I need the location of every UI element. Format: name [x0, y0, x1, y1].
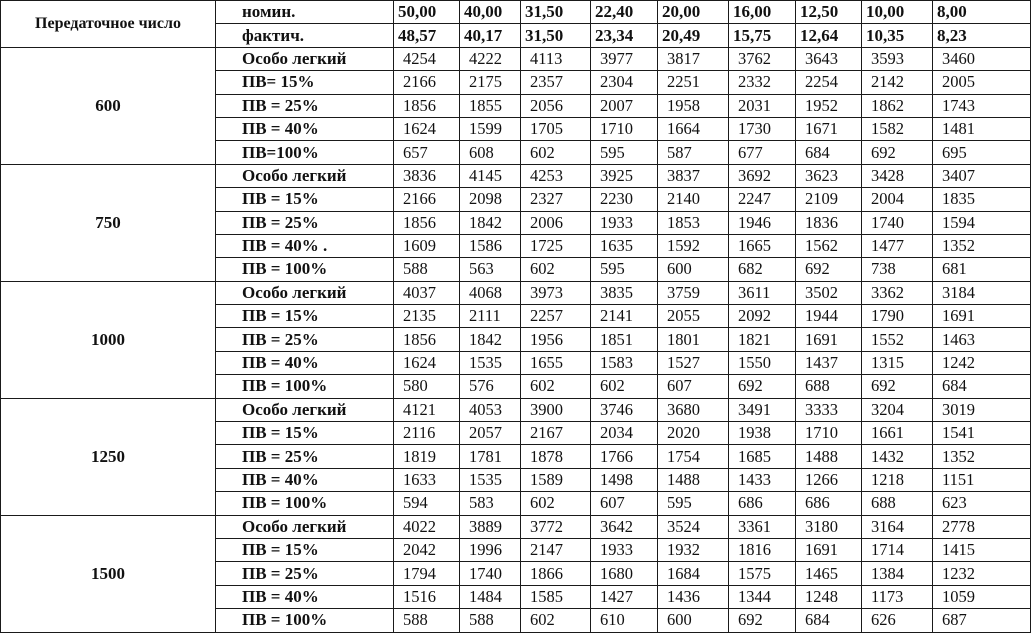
value-cell: 3184 — [933, 281, 1031, 304]
value-cell: 1705 — [521, 117, 591, 140]
value-cell: 2057 — [460, 422, 521, 445]
value-cell: 1685 — [729, 445, 796, 468]
value-cell: 1794 — [394, 562, 460, 585]
value-cell: 4222 — [460, 47, 521, 70]
duty-mode-cell: ПВ = 25% — [216, 211, 394, 234]
value-cell: 1821 — [729, 328, 796, 351]
value-cell: 1801 — [658, 328, 729, 351]
table-row — [1, 164, 1031, 187]
value-cell: 2098 — [460, 188, 521, 211]
value-cell: 1484 — [460, 585, 521, 608]
value-cell: 1463 — [933, 328, 1031, 351]
value-cell: 1433 — [729, 468, 796, 491]
value-cell: 1691 — [933, 305, 1031, 328]
value-cell: 738 — [862, 258, 933, 281]
value-cell: 1594 — [933, 211, 1031, 234]
nominal-ratio-cell: 8,00 — [933, 1, 1031, 24]
value-cell: 4037 — [394, 281, 460, 304]
value-cell: 1754 — [658, 445, 729, 468]
value-cell: 594 — [394, 492, 460, 515]
value-cell: 1232 — [933, 562, 1031, 585]
value-cell: 4053 — [460, 398, 521, 421]
value-cell: 3680 — [658, 398, 729, 421]
value-cell: 1730 — [729, 117, 796, 140]
value-cell: 1488 — [658, 468, 729, 491]
duty-mode-cell: ПВ= 15% — [216, 71, 394, 94]
value-cell: 1842 — [460, 328, 521, 351]
duty-mode-cell: ПВ = 100% — [216, 492, 394, 515]
table-row — [1, 515, 1031, 538]
value-cell: 600 — [658, 258, 729, 281]
value-cell: 1946 — [729, 211, 796, 234]
value-cell: 595 — [591, 258, 658, 281]
value-cell: 3524 — [658, 515, 729, 538]
value-cell: 1635 — [591, 234, 658, 257]
value-cell: 1481 — [933, 117, 1031, 140]
value-cell: 1996 — [460, 538, 521, 561]
value-cell: 1842 — [460, 211, 521, 234]
value-cell: 3502 — [796, 281, 862, 304]
value-cell: 3973 — [521, 281, 591, 304]
value-cell: 1315 — [862, 351, 933, 374]
value-cell: 1352 — [933, 234, 1031, 257]
table-body — [1, 1, 1031, 633]
value-cell: 1059 — [933, 585, 1031, 608]
value-cell: 4254 — [394, 47, 460, 70]
duty-mode-cell: ПВ = 15% — [216, 422, 394, 445]
value-cell: 692 — [796, 258, 862, 281]
duty-mode-cell: Особо легкий — [216, 398, 394, 421]
value-cell: 4145 — [460, 164, 521, 187]
duty-mode-cell: ПВ = 100% — [216, 375, 394, 398]
value-cell: 1725 — [521, 234, 591, 257]
value-cell: 3692 — [729, 164, 796, 187]
duty-mode-cell: ПВ = 40% — [216, 468, 394, 491]
value-cell: 3900 — [521, 398, 591, 421]
value-cell: 580 — [394, 375, 460, 398]
value-cell: 1624 — [394, 117, 460, 140]
value-cell: 3611 — [729, 281, 796, 304]
value-cell: 2147 — [521, 538, 591, 561]
value-cell: 1415 — [933, 538, 1031, 561]
value-cell: 1527 — [658, 351, 729, 374]
actual-ratio-cell: 48,57 — [394, 24, 460, 47]
duty-mode-cell: ПВ = 25% — [216, 445, 394, 468]
value-cell: 595 — [591, 141, 658, 164]
value-cell: 2230 — [591, 188, 658, 211]
value-cell: 1266 — [796, 468, 862, 491]
value-cell: 1552 — [862, 328, 933, 351]
value-cell: 1819 — [394, 445, 460, 468]
value-cell: 1437 — [796, 351, 862, 374]
value-cell: 4121 — [394, 398, 460, 421]
value-cell: 583 — [460, 492, 521, 515]
value-cell: 2251 — [658, 71, 729, 94]
value-cell: 3407 — [933, 164, 1031, 187]
value-cell: 1740 — [460, 562, 521, 585]
value-cell: 1851 — [591, 328, 658, 351]
value-cell: 1664 — [658, 117, 729, 140]
value-cell: 2257 — [521, 305, 591, 328]
value-cell: 687 — [933, 609, 1031, 632]
value-cell: 1944 — [796, 305, 862, 328]
value-cell: 2167 — [521, 422, 591, 445]
value-cell: 1691 — [796, 328, 862, 351]
value-cell: 588 — [460, 609, 521, 632]
value-cell: 610 — [591, 609, 658, 632]
value-cell: 2304 — [591, 71, 658, 94]
speed-cell: 1250 — [1, 398, 216, 515]
duty-mode-cell: ПВ = 40% — [216, 585, 394, 608]
value-cell: 3623 — [796, 164, 862, 187]
value-cell: 3836 — [394, 164, 460, 187]
value-cell: 692 — [862, 375, 933, 398]
value-cell: 1665 — [729, 234, 796, 257]
value-cell: 2166 — [394, 71, 460, 94]
value-cell: 684 — [796, 141, 862, 164]
duty-mode-cell: ПВ=100% — [216, 141, 394, 164]
value-cell: 600 — [658, 609, 729, 632]
value-cell: 4022 — [394, 515, 460, 538]
value-cell: 1535 — [460, 351, 521, 374]
value-cell: 2357 — [521, 71, 591, 94]
value-cell: 1684 — [658, 562, 729, 585]
value-cell: 1586 — [460, 234, 521, 257]
value-cell: 1710 — [591, 117, 658, 140]
actual-ratio-cell: 12,64 — [796, 24, 862, 47]
value-cell: 2175 — [460, 71, 521, 94]
value-cell: 1661 — [862, 422, 933, 445]
value-cell: 3019 — [933, 398, 1031, 421]
value-cell: 1633 — [394, 468, 460, 491]
value-cell: 1933 — [591, 211, 658, 234]
value-cell: 602 — [521, 609, 591, 632]
actual-ratio-cell: 40,17 — [460, 24, 521, 47]
value-cell: 684 — [933, 375, 1031, 398]
value-cell: 3333 — [796, 398, 862, 421]
value-cell: 1242 — [933, 351, 1031, 374]
value-cell: 1562 — [796, 234, 862, 257]
value-cell: 602 — [521, 492, 591, 515]
value-cell: 576 — [460, 375, 521, 398]
value-cell: 1384 — [862, 562, 933, 585]
value-cell: 677 — [729, 141, 796, 164]
value-cell: 686 — [796, 492, 862, 515]
value-cell: 1582 — [862, 117, 933, 140]
gear-ratio-header: Передаточное число — [1, 1, 216, 48]
duty-mode-cell: ПВ = 15% — [216, 305, 394, 328]
table-row — [1, 47, 1031, 70]
nominal-ratio-cell: 40,00 — [460, 1, 521, 24]
value-cell: 692 — [729, 609, 796, 632]
value-cell: 1856 — [394, 328, 460, 351]
actual-ratio-cell: 20,49 — [658, 24, 729, 47]
value-cell: 1766 — [591, 445, 658, 468]
value-cell: 657 — [394, 141, 460, 164]
value-cell: 2034 — [591, 422, 658, 445]
value-cell: 2111 — [460, 305, 521, 328]
value-cell: 3180 — [796, 515, 862, 538]
value-cell: 1866 — [521, 562, 591, 585]
value-cell: 563 — [460, 258, 521, 281]
value-cell: 1589 — [521, 468, 591, 491]
value-cell: 1624 — [394, 351, 460, 374]
nominal-ratio-cell: 31,50 — [521, 1, 591, 24]
value-cell: 3642 — [591, 515, 658, 538]
value-cell: 1671 — [796, 117, 862, 140]
value-cell: 2141 — [591, 305, 658, 328]
duty-mode-cell: Особо легкий — [216, 164, 394, 187]
nominal-ratio-cell: 22,40 — [591, 1, 658, 24]
speed-cell: 750 — [1, 164, 216, 281]
value-cell: 4253 — [521, 164, 591, 187]
value-cell: 1836 — [796, 211, 862, 234]
value-cell: 587 — [658, 141, 729, 164]
value-cell: 1541 — [933, 422, 1031, 445]
value-cell: 1248 — [796, 585, 862, 608]
value-cell: 1477 — [862, 234, 933, 257]
value-cell: 1465 — [796, 562, 862, 585]
value-cell: 2056 — [521, 94, 591, 117]
value-cell: 1344 — [729, 585, 796, 608]
value-cell: 1585 — [521, 585, 591, 608]
value-cell: 695 — [933, 141, 1031, 164]
value-cell: 684 — [796, 609, 862, 632]
value-cell: 1740 — [862, 211, 933, 234]
value-cell: 3817 — [658, 47, 729, 70]
nominal-ratio-cell: 12,50 — [796, 1, 862, 24]
value-cell: 602 — [521, 141, 591, 164]
value-cell: 682 — [729, 258, 796, 281]
value-cell: 2142 — [862, 71, 933, 94]
speed-cell: 600 — [1, 47, 216, 164]
duty-mode-cell: ПВ = 15% — [216, 538, 394, 561]
value-cell: 1655 — [521, 351, 591, 374]
duty-mode-cell: ПВ = 25% — [216, 94, 394, 117]
value-cell: 3759 — [658, 281, 729, 304]
value-cell: 3164 — [862, 515, 933, 538]
value-cell: 626 — [862, 609, 933, 632]
table-row — [1, 398, 1031, 421]
value-cell: 3925 — [591, 164, 658, 187]
speed-cell: 1500 — [1, 515, 216, 632]
actual-ratio-cell: 15,75 — [729, 24, 796, 47]
nominal-ratio-cell: 20,00 — [658, 1, 729, 24]
value-cell: 2055 — [658, 305, 729, 328]
duty-mode-cell: ПВ = 40% — [216, 351, 394, 374]
duty-mode-cell: Особо легкий — [216, 515, 394, 538]
value-cell: 692 — [729, 375, 796, 398]
value-cell: 2140 — [658, 188, 729, 211]
value-cell: 1878 — [521, 445, 591, 468]
value-cell: 602 — [521, 375, 591, 398]
actual-ratio-cell: 23,34 — [591, 24, 658, 47]
duty-mode-cell: ПВ = 25% — [216, 328, 394, 351]
value-cell: 1583 — [591, 351, 658, 374]
value-cell: 688 — [796, 375, 862, 398]
value-cell: 1432 — [862, 445, 933, 468]
value-cell: 1710 — [796, 422, 862, 445]
value-cell: 2092 — [729, 305, 796, 328]
value-cell: 3362 — [862, 281, 933, 304]
value-cell: 1932 — [658, 538, 729, 561]
value-cell: 686 — [729, 492, 796, 515]
value-cell: 1151 — [933, 468, 1031, 491]
value-cell: 1781 — [460, 445, 521, 468]
value-cell: 3835 — [591, 281, 658, 304]
nominal-label: номин. — [216, 1, 394, 24]
duty-mode-cell: ПВ = 40% — [216, 117, 394, 140]
value-cell: 1938 — [729, 422, 796, 445]
value-cell: 1956 — [521, 328, 591, 351]
header-row-nominal — [1, 1, 1031, 24]
value-cell: 1218 — [862, 468, 933, 491]
value-cell: 1853 — [658, 211, 729, 234]
value-cell: 1488 — [796, 445, 862, 468]
value-cell: 2254 — [796, 71, 862, 94]
duty-mode-cell: Особо легкий — [216, 47, 394, 70]
value-cell: 1835 — [933, 188, 1031, 211]
actual-label: фактич. — [216, 24, 394, 47]
actual-ratio-cell: 31,50 — [521, 24, 591, 47]
value-cell: 3460 — [933, 47, 1031, 70]
value-cell: 1550 — [729, 351, 796, 374]
value-cell: 1743 — [933, 94, 1031, 117]
nominal-ratio-cell: 10,00 — [862, 1, 933, 24]
actual-ratio-cell: 10,35 — [862, 24, 933, 47]
value-cell: 2327 — [521, 188, 591, 211]
value-cell: 3361 — [729, 515, 796, 538]
value-cell: 1862 — [862, 94, 933, 117]
value-cell: 595 — [658, 492, 729, 515]
value-cell: 3491 — [729, 398, 796, 421]
value-cell: 2116 — [394, 422, 460, 445]
value-cell: 2007 — [591, 94, 658, 117]
duty-mode-cell: Особо легкий — [216, 281, 394, 304]
value-cell: 3428 — [862, 164, 933, 187]
value-cell: 688 — [862, 492, 933, 515]
value-cell: 1436 — [658, 585, 729, 608]
value-cell: 1680 — [591, 562, 658, 585]
value-cell: 1592 — [658, 234, 729, 257]
value-cell: 588 — [394, 609, 460, 632]
value-cell: 1173 — [862, 585, 933, 608]
value-cell: 1691 — [796, 538, 862, 561]
value-cell: 1535 — [460, 468, 521, 491]
value-cell: 2031 — [729, 94, 796, 117]
value-cell: 1575 — [729, 562, 796, 585]
value-cell: 1855 — [460, 94, 521, 117]
value-cell: 1856 — [394, 211, 460, 234]
value-cell: 3204 — [862, 398, 933, 421]
value-cell: 3977 — [591, 47, 658, 70]
value-cell: 607 — [591, 492, 658, 515]
value-cell: 1609 — [394, 234, 460, 257]
value-cell: 588 — [394, 258, 460, 281]
value-cell: 3643 — [796, 47, 862, 70]
value-cell: 2166 — [394, 188, 460, 211]
value-cell: 1599 — [460, 117, 521, 140]
duty-mode-cell: ПВ = 100% — [216, 609, 394, 632]
value-cell: 1958 — [658, 94, 729, 117]
value-cell: 2020 — [658, 422, 729, 445]
value-cell: 623 — [933, 492, 1031, 515]
value-cell: 1933 — [591, 538, 658, 561]
value-cell: 2135 — [394, 305, 460, 328]
value-cell: 1952 — [796, 94, 862, 117]
nominal-ratio-cell: 16,00 — [729, 1, 796, 24]
speed-cell: 1000 — [1, 281, 216, 398]
value-cell: 607 — [658, 375, 729, 398]
value-cell: 2042 — [394, 538, 460, 561]
value-cell: 4113 — [521, 47, 591, 70]
value-cell: 602 — [591, 375, 658, 398]
value-cell: 1352 — [933, 445, 1031, 468]
table-row — [1, 281, 1031, 304]
value-cell: 681 — [933, 258, 1031, 281]
value-cell: 3772 — [521, 515, 591, 538]
nominal-ratio-cell: 50,00 — [394, 1, 460, 24]
value-cell: 1714 — [862, 538, 933, 561]
value-cell: 3889 — [460, 515, 521, 538]
value-cell: 1816 — [729, 538, 796, 561]
value-cell: 2109 — [796, 188, 862, 211]
value-cell: 692 — [862, 141, 933, 164]
value-cell: 1516 — [394, 585, 460, 608]
value-cell: 3837 — [658, 164, 729, 187]
value-cell: 3593 — [862, 47, 933, 70]
value-cell: 2778 — [933, 515, 1031, 538]
value-cell: 608 — [460, 141, 521, 164]
value-cell: 1427 — [591, 585, 658, 608]
value-cell: 1790 — [862, 305, 933, 328]
value-cell: 3746 — [591, 398, 658, 421]
value-cell: 2006 — [521, 211, 591, 234]
value-cell: 1498 — [591, 468, 658, 491]
value-cell: 1856 — [394, 94, 460, 117]
value-cell: 2005 — [933, 71, 1031, 94]
duty-mode-cell: ПВ = 15% — [216, 188, 394, 211]
actual-ratio-cell: 8,23 — [933, 24, 1031, 47]
value-cell: 2247 — [729, 188, 796, 211]
duty-mode-cell: ПВ = 100% — [216, 258, 394, 281]
value-cell: 2004 — [862, 188, 933, 211]
duty-mode-cell: ПВ = 40% . — [216, 234, 394, 257]
value-cell: 2332 — [729, 71, 796, 94]
duty-mode-cell: ПВ = 25% — [216, 562, 394, 585]
value-cell: 602 — [521, 258, 591, 281]
value-cell: 4068 — [460, 281, 521, 304]
value-cell: 3762 — [729, 47, 796, 70]
